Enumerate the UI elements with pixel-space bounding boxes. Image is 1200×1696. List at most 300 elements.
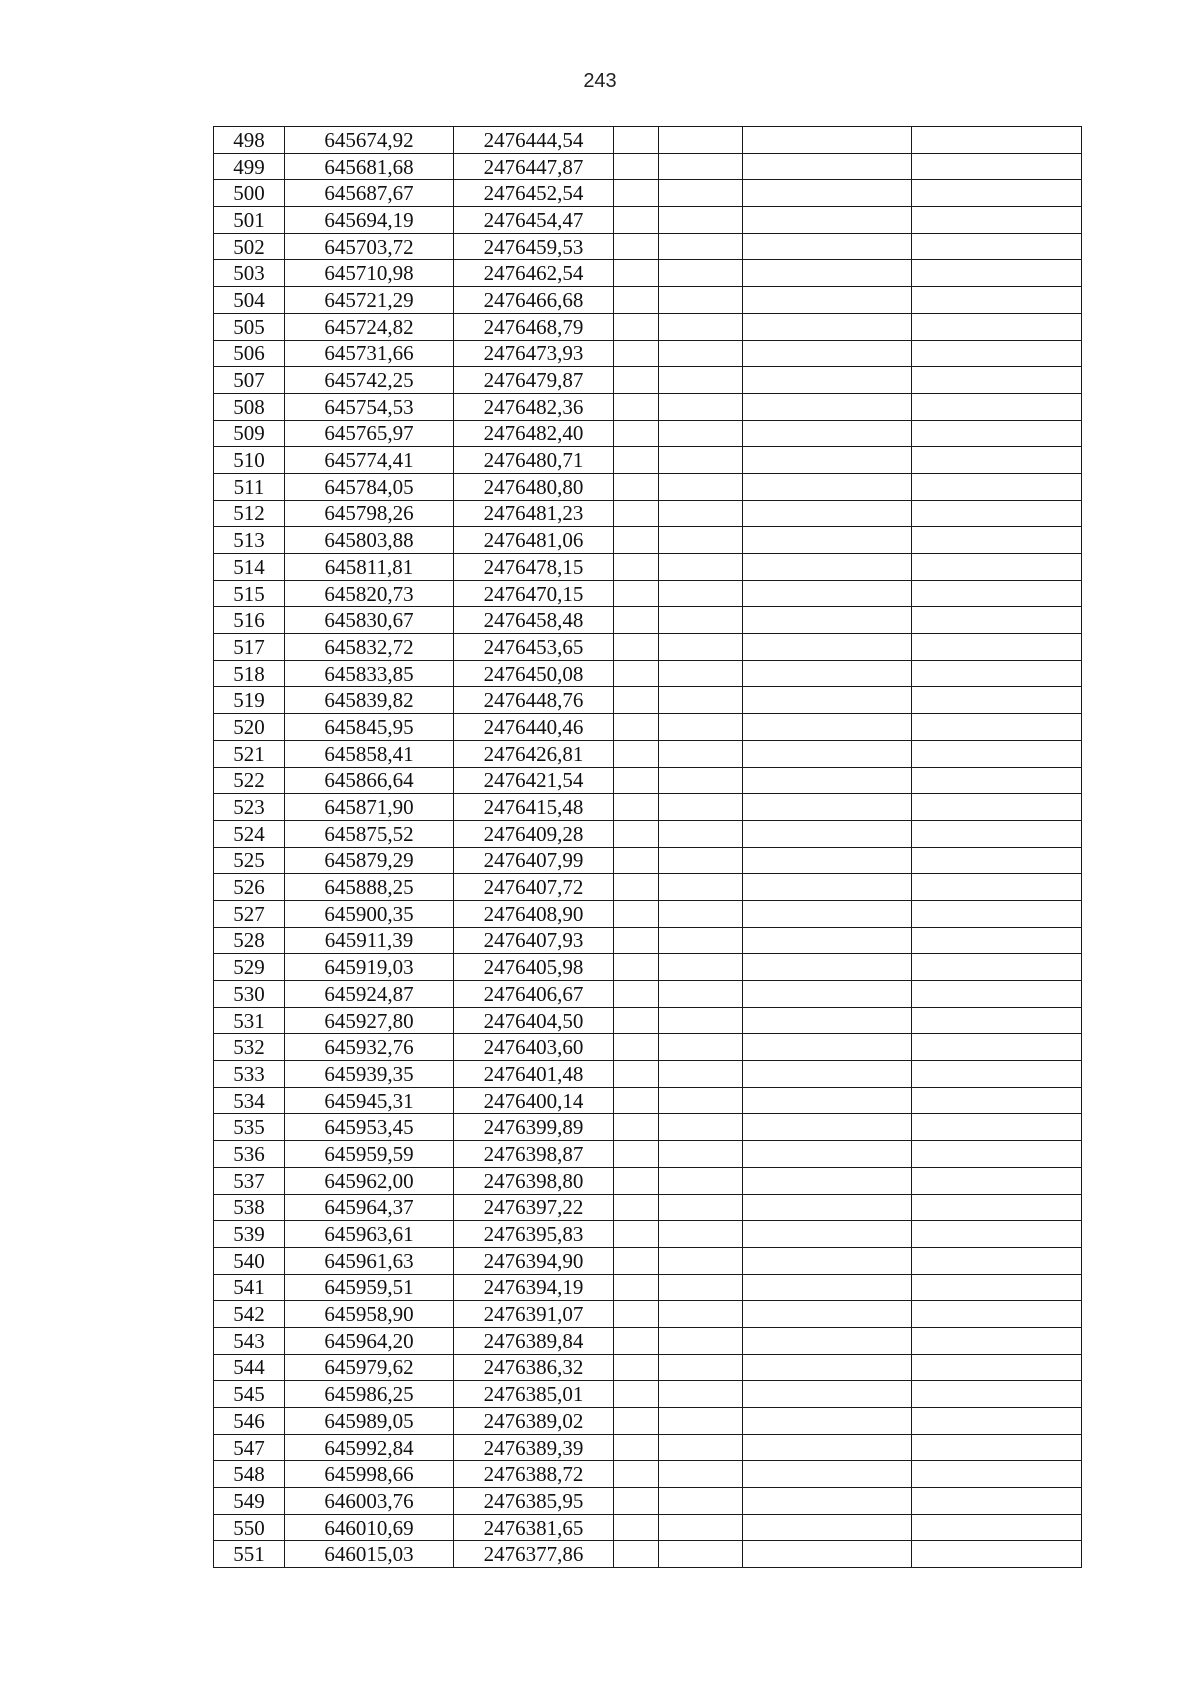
- table-row: [214, 1274, 1082, 1301]
- empty-cell: [743, 1194, 912, 1221]
- table-row: [214, 473, 1082, 500]
- point-number-cell: 505: [214, 313, 285, 340]
- empty-cell: [614, 473, 659, 500]
- empty-cell: [659, 1167, 743, 1194]
- empty-cell: [912, 233, 1082, 260]
- empty-cell: [614, 1167, 659, 1194]
- y-coordinate-cell: 2476385,95: [454, 1488, 614, 1515]
- empty-cell: [659, 1434, 743, 1461]
- empty-cell: [659, 767, 743, 794]
- empty-cell: [614, 1408, 659, 1435]
- empty-cell: [912, 900, 1082, 927]
- x-coordinate-cell: 645754,53: [285, 393, 454, 420]
- empty-cell: [614, 1301, 659, 1328]
- x-coordinate-cell: 645964,20: [285, 1327, 454, 1354]
- point-number-cell: 545: [214, 1381, 285, 1408]
- x-coordinate-cell: 645858,41: [285, 740, 454, 767]
- empty-cell: [614, 927, 659, 954]
- y-coordinate-cell: 2476453,65: [454, 634, 614, 661]
- x-coordinate-cell: 646003,76: [285, 1488, 454, 1515]
- x-coordinate-cell: 645742,25: [285, 367, 454, 394]
- empty-cell: [659, 420, 743, 447]
- y-coordinate-cell: 2476421,54: [454, 767, 614, 794]
- point-number-cell: 525: [214, 847, 285, 874]
- empty-cell: [912, 927, 1082, 954]
- y-coordinate-cell: 2476394,19: [454, 1274, 614, 1301]
- empty-cell: [614, 1354, 659, 1381]
- table-row: [214, 954, 1082, 981]
- table-row: [214, 554, 1082, 581]
- empty-cell: [614, 714, 659, 741]
- empty-cell: [659, 714, 743, 741]
- empty-cell: [659, 393, 743, 420]
- empty-cell: [743, 393, 912, 420]
- empty-cell: [743, 500, 912, 527]
- empty-cell: [743, 287, 912, 314]
- empty-cell: [659, 554, 743, 581]
- x-coordinate-cell: 645939,35: [285, 1061, 454, 1088]
- y-coordinate-cell: 2476459,53: [454, 233, 614, 260]
- empty-cell: [659, 1488, 743, 1515]
- point-number-cell: 529: [214, 954, 285, 981]
- x-coordinate-cell: 645919,03: [285, 954, 454, 981]
- y-coordinate-cell: 2476407,93: [454, 927, 614, 954]
- point-number-cell: 526: [214, 874, 285, 901]
- empty-cell: [912, 1301, 1082, 1328]
- empty-cell: [659, 981, 743, 1008]
- table-row: [214, 634, 1082, 661]
- empty-cell: [614, 1274, 659, 1301]
- empty-cell: [659, 847, 743, 874]
- empty-cell: [659, 660, 743, 687]
- page-number: 243: [583, 70, 617, 92]
- table-row: [214, 1114, 1082, 1141]
- empty-cell: [659, 1141, 743, 1168]
- y-coordinate-cell: 2476389,84: [454, 1327, 614, 1354]
- empty-cell: [912, 287, 1082, 314]
- x-coordinate-cell: 645961,63: [285, 1247, 454, 1274]
- empty-cell: [659, 1541, 743, 1568]
- table-row: [214, 1488, 1082, 1515]
- empty-cell: [912, 1381, 1082, 1408]
- y-coordinate-cell: 2476386,32: [454, 1354, 614, 1381]
- y-coordinate-cell: 2476401,48: [454, 1061, 614, 1088]
- empty-cell: [614, 767, 659, 794]
- empty-cell: [912, 1087, 1082, 1114]
- x-coordinate-cell: 645674,92: [285, 127, 454, 154]
- empty-cell: [912, 580, 1082, 607]
- y-coordinate-cell: 2476406,67: [454, 981, 614, 1008]
- x-coordinate-cell: 645932,76: [285, 1034, 454, 1061]
- empty-cell: [614, 1061, 659, 1088]
- point-number-cell: 507: [214, 367, 285, 394]
- table-row: [214, 660, 1082, 687]
- table-row: [214, 740, 1082, 767]
- point-number-cell: 510: [214, 447, 285, 474]
- point-number-cell: 541: [214, 1274, 285, 1301]
- empty-cell: [743, 607, 912, 634]
- x-coordinate-cell: 645731,66: [285, 340, 454, 367]
- empty-cell: [614, 1514, 659, 1541]
- empty-cell: [659, 313, 743, 340]
- table-row: [214, 367, 1082, 394]
- x-coordinate-cell: 645963,61: [285, 1221, 454, 1248]
- empty-cell: [659, 1408, 743, 1435]
- y-coordinate-cell: 2476394,90: [454, 1247, 614, 1274]
- empty-cell: [743, 340, 912, 367]
- table-row: [214, 1034, 1082, 1061]
- point-number-cell: 527: [214, 900, 285, 927]
- empty-cell: [743, 981, 912, 1008]
- empty-cell: [743, 1461, 912, 1488]
- empty-cell: [659, 794, 743, 821]
- empty-cell: [659, 260, 743, 287]
- point-number-cell: 530: [214, 981, 285, 1008]
- empty-cell: [912, 500, 1082, 527]
- table-row: [214, 1408, 1082, 1435]
- empty-cell: [743, 714, 912, 741]
- empty-cell: [912, 393, 1082, 420]
- empty-cell: [912, 1114, 1082, 1141]
- empty-cell: [614, 847, 659, 874]
- empty-cell: [614, 260, 659, 287]
- empty-cell: [614, 447, 659, 474]
- empty-cell: [659, 180, 743, 207]
- empty-cell: [743, 1221, 912, 1248]
- point-number-cell: 549: [214, 1488, 285, 1515]
- x-coordinate-cell: 645765,97: [285, 420, 454, 447]
- empty-cell: [912, 207, 1082, 234]
- table-row: [214, 1541, 1082, 1568]
- empty-cell: [912, 313, 1082, 340]
- empty-cell: [743, 954, 912, 981]
- empty-cell: [614, 580, 659, 607]
- empty-cell: [659, 233, 743, 260]
- y-coordinate-cell: 2476381,65: [454, 1514, 614, 1541]
- empty-cell: [659, 820, 743, 847]
- point-number-cell: 522: [214, 767, 285, 794]
- x-coordinate-cell: 645924,87: [285, 981, 454, 1008]
- empty-cell: [743, 1408, 912, 1435]
- table-row: [214, 607, 1082, 634]
- point-number-cell: 509: [214, 420, 285, 447]
- table-row: [214, 1167, 1082, 1194]
- empty-cell: [614, 981, 659, 1008]
- table-row: [214, 714, 1082, 741]
- empty-cell: [743, 1381, 912, 1408]
- y-coordinate-cell: 2476409,28: [454, 820, 614, 847]
- x-coordinate-cell: 645998,66: [285, 1461, 454, 1488]
- empty-cell: [743, 767, 912, 794]
- y-coordinate-cell: 2476444,54: [454, 127, 614, 154]
- y-coordinate-cell: 2476458,48: [454, 607, 614, 634]
- empty-cell: [743, 874, 912, 901]
- empty-cell: [614, 420, 659, 447]
- empty-cell: [743, 153, 912, 180]
- point-number-cell: 516: [214, 607, 285, 634]
- empty-cell: [614, 153, 659, 180]
- empty-cell: [614, 1541, 659, 1568]
- y-coordinate-cell: 2476391,07: [454, 1301, 614, 1328]
- empty-cell: [912, 473, 1082, 500]
- empty-cell: [659, 1461, 743, 1488]
- table-row: [214, 1194, 1082, 1221]
- x-coordinate-cell: 645888,25: [285, 874, 454, 901]
- y-coordinate-cell: 2476404,50: [454, 1007, 614, 1034]
- empty-cell: [743, 1061, 912, 1088]
- empty-cell: [659, 900, 743, 927]
- empty-cell: [659, 207, 743, 234]
- y-coordinate-cell: 2476389,39: [454, 1434, 614, 1461]
- y-coordinate-cell: 2476426,81: [454, 740, 614, 767]
- empty-cell: [912, 554, 1082, 581]
- empty-cell: [912, 767, 1082, 794]
- empty-cell: [912, 180, 1082, 207]
- empty-cell: [659, 1007, 743, 1034]
- empty-cell: [659, 1114, 743, 1141]
- point-number-cell: 501: [214, 207, 285, 234]
- empty-cell: [614, 127, 659, 154]
- y-coordinate-cell: 2476468,79: [454, 313, 614, 340]
- empty-cell: [912, 660, 1082, 687]
- empty-cell: [614, 1007, 659, 1034]
- coordinates-table-body: [214, 127, 1082, 1568]
- point-number-cell: 540: [214, 1247, 285, 1274]
- x-coordinate-cell: 645703,72: [285, 233, 454, 260]
- empty-cell: [743, 260, 912, 287]
- empty-cell: [743, 900, 912, 927]
- empty-cell: [743, 1114, 912, 1141]
- x-coordinate-cell: 645871,90: [285, 794, 454, 821]
- empty-cell: [743, 1141, 912, 1168]
- empty-cell: [659, 740, 743, 767]
- empty-cell: [912, 340, 1082, 367]
- empty-cell: [614, 313, 659, 340]
- table-row: [214, 500, 1082, 527]
- table-row: [214, 874, 1082, 901]
- empty-cell: [614, 874, 659, 901]
- x-coordinate-cell: 645820,73: [285, 580, 454, 607]
- empty-cell: [659, 954, 743, 981]
- empty-cell: [614, 634, 659, 661]
- empty-cell: [743, 1247, 912, 1274]
- empty-cell: [912, 820, 1082, 847]
- y-coordinate-cell: 2476481,06: [454, 527, 614, 554]
- empty-cell: [743, 527, 912, 554]
- table-row: [214, 1221, 1082, 1248]
- empty-cell: [614, 1221, 659, 1248]
- empty-cell: [743, 1354, 912, 1381]
- point-number-cell: 512: [214, 500, 285, 527]
- empty-cell: [743, 794, 912, 821]
- y-coordinate-cell: 2476482,40: [454, 420, 614, 447]
- point-number-cell: 524: [214, 820, 285, 847]
- y-coordinate-cell: 2476462,54: [454, 260, 614, 287]
- empty-cell: [912, 447, 1082, 474]
- empty-cell: [743, 1087, 912, 1114]
- table-row: [214, 1461, 1082, 1488]
- empty-cell: [743, 367, 912, 394]
- x-coordinate-cell: 645845,95: [285, 714, 454, 741]
- empty-cell: [912, 740, 1082, 767]
- point-number-cell: 534: [214, 1087, 285, 1114]
- empty-cell: [912, 794, 1082, 821]
- empty-cell: [912, 1007, 1082, 1034]
- empty-cell: [614, 900, 659, 927]
- y-coordinate-cell: 2476481,23: [454, 500, 614, 527]
- empty-cell: [614, 1034, 659, 1061]
- x-coordinate-cell: 645687,67: [285, 180, 454, 207]
- table-row: [214, 180, 1082, 207]
- table-row: [214, 233, 1082, 260]
- table-row: [214, 1434, 1082, 1461]
- empty-cell: [912, 1327, 1082, 1354]
- y-coordinate-cell: 2476479,87: [454, 367, 614, 394]
- empty-cell: [659, 127, 743, 154]
- y-coordinate-cell: 2476407,99: [454, 847, 614, 874]
- empty-cell: [912, 1034, 1082, 1061]
- table-row: [214, 127, 1082, 154]
- empty-cell: [614, 1381, 659, 1408]
- empty-cell: [614, 207, 659, 234]
- table-row: [214, 1514, 1082, 1541]
- table-row: [214, 1087, 1082, 1114]
- table-row: [214, 527, 1082, 554]
- empty-cell: [659, 153, 743, 180]
- point-number-cell: 533: [214, 1061, 285, 1088]
- empty-cell: [659, 874, 743, 901]
- y-coordinate-cell: 2476480,80: [454, 473, 614, 500]
- empty-cell: [614, 660, 659, 687]
- empty-cell: [659, 1381, 743, 1408]
- table-row: [214, 313, 1082, 340]
- y-coordinate-cell: 2476398,80: [454, 1167, 614, 1194]
- empty-cell: [743, 207, 912, 234]
- empty-cell: [743, 847, 912, 874]
- empty-cell: [659, 1034, 743, 1061]
- empty-cell: [912, 954, 1082, 981]
- table-row: [214, 820, 1082, 847]
- coordinates-table: [213, 126, 1082, 1568]
- empty-cell: [743, 180, 912, 207]
- x-coordinate-cell: 645694,19: [285, 207, 454, 234]
- y-coordinate-cell: 2476480,71: [454, 447, 614, 474]
- empty-cell: [614, 1327, 659, 1354]
- empty-cell: [659, 367, 743, 394]
- empty-cell: [659, 1221, 743, 1248]
- y-coordinate-cell: 2476470,15: [454, 580, 614, 607]
- empty-cell: [912, 1488, 1082, 1515]
- x-coordinate-cell: 645833,85: [285, 660, 454, 687]
- point-number-cell: 520: [214, 714, 285, 741]
- empty-cell: [659, 1354, 743, 1381]
- x-coordinate-cell: 645784,05: [285, 473, 454, 500]
- empty-cell: [659, 1194, 743, 1221]
- empty-cell: [614, 1141, 659, 1168]
- table-row: [214, 927, 1082, 954]
- empty-cell: [912, 981, 1082, 1008]
- y-coordinate-cell: 2476377,86: [454, 1541, 614, 1568]
- point-number-cell: 538: [214, 1194, 285, 1221]
- x-coordinate-cell: 645721,29: [285, 287, 454, 314]
- point-number-cell: 502: [214, 233, 285, 260]
- empty-cell: [614, 367, 659, 394]
- point-number-cell: 537: [214, 1167, 285, 1194]
- empty-cell: [614, 687, 659, 714]
- point-number-cell: 543: [214, 1327, 285, 1354]
- empty-cell: [912, 634, 1082, 661]
- empty-cell: [912, 1274, 1082, 1301]
- point-number-cell: 532: [214, 1034, 285, 1061]
- y-coordinate-cell: 2476400,14: [454, 1087, 614, 1114]
- empty-cell: [614, 1114, 659, 1141]
- empty-cell: [912, 714, 1082, 741]
- empty-cell: [912, 260, 1082, 287]
- point-number-cell: 506: [214, 340, 285, 367]
- y-coordinate-cell: 2476478,15: [454, 554, 614, 581]
- empty-cell: [614, 1247, 659, 1274]
- y-coordinate-cell: 2476447,87: [454, 153, 614, 180]
- x-coordinate-cell: 645959,51: [285, 1274, 454, 1301]
- empty-cell: [743, 1541, 912, 1568]
- empty-cell: [659, 340, 743, 367]
- x-coordinate-cell: 645774,41: [285, 447, 454, 474]
- empty-cell: [912, 687, 1082, 714]
- empty-cell: [614, 1488, 659, 1515]
- point-number-cell: 513: [214, 527, 285, 554]
- empty-cell: [743, 554, 912, 581]
- empty-cell: [659, 1274, 743, 1301]
- empty-cell: [659, 1327, 743, 1354]
- point-number-cell: 521: [214, 740, 285, 767]
- y-coordinate-cell: 2476454,47: [454, 207, 614, 234]
- empty-cell: [912, 1194, 1082, 1221]
- table-row: [214, 1061, 1082, 1088]
- empty-cell: [743, 1167, 912, 1194]
- table-row: [214, 1247, 1082, 1274]
- empty-cell: [912, 153, 1082, 180]
- empty-cell: [912, 1461, 1082, 1488]
- point-number-cell: 515: [214, 580, 285, 607]
- point-number-cell: 539: [214, 1221, 285, 1248]
- point-number-cell: 547: [214, 1434, 285, 1461]
- y-coordinate-cell: 2476440,46: [454, 714, 614, 741]
- x-coordinate-cell: 646010,69: [285, 1514, 454, 1541]
- empty-cell: [743, 580, 912, 607]
- empty-cell: [614, 1194, 659, 1221]
- table-row: [214, 794, 1082, 821]
- table-row: [214, 1007, 1082, 1034]
- y-coordinate-cell: 2476482,36: [454, 393, 614, 420]
- table-row: [214, 153, 1082, 180]
- empty-cell: [743, 1301, 912, 1328]
- empty-cell: [912, 1408, 1082, 1435]
- point-number-cell: 544: [214, 1354, 285, 1381]
- empty-cell: [614, 287, 659, 314]
- empty-cell: [614, 1087, 659, 1114]
- empty-cell: [743, 1327, 912, 1354]
- y-coordinate-cell: 2476398,87: [454, 1141, 614, 1168]
- empty-cell: [912, 1354, 1082, 1381]
- empty-cell: [659, 634, 743, 661]
- empty-cell: [912, 420, 1082, 447]
- y-coordinate-cell: 2476448,76: [454, 687, 614, 714]
- empty-cell: [743, 420, 912, 447]
- empty-cell: [912, 527, 1082, 554]
- point-number-cell: 508: [214, 393, 285, 420]
- x-coordinate-cell: 645953,45: [285, 1114, 454, 1141]
- empty-cell: [912, 1221, 1082, 1248]
